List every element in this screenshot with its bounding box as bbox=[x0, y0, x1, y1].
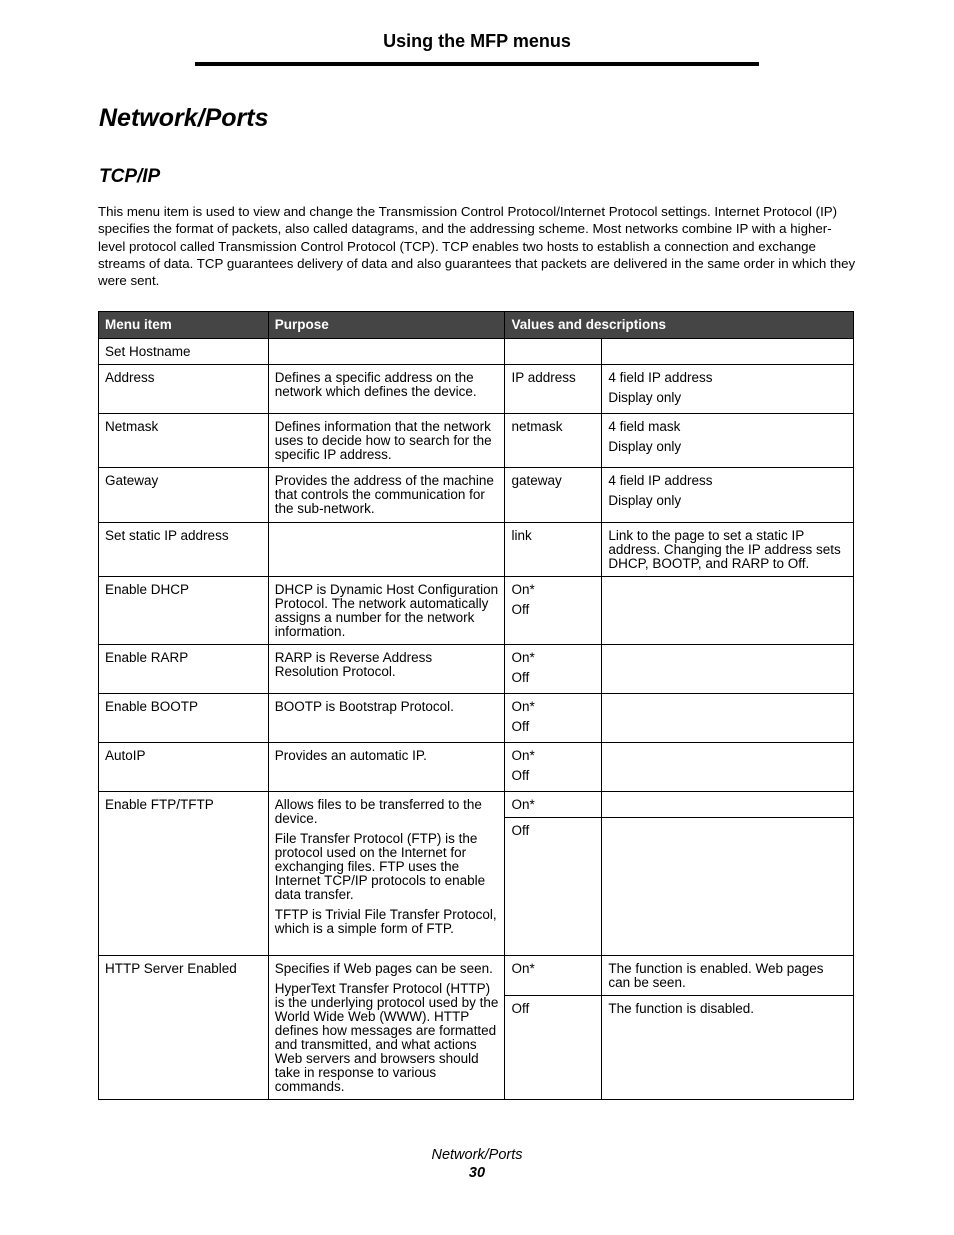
cell-purpose bbox=[268, 523, 505, 577]
cell-value: Off bbox=[505, 818, 602, 956]
value-option: On* bbox=[511, 582, 535, 597]
header-purpose: Purpose bbox=[268, 312, 505, 339]
cell-menu-item: AutoIP bbox=[99, 743, 269, 792]
footer-title: Network/Ports bbox=[431, 1147, 523, 1163]
header-rule bbox=[195, 62, 759, 66]
cell-description bbox=[602, 577, 854, 645]
value-option: Off bbox=[511, 719, 530, 734]
cell-purpose: RARP is Reverse Address Resolution Protocol. bbox=[268, 645, 505, 694]
table-row bbox=[99, 743, 854, 792]
table-row bbox=[99, 577, 854, 645]
cell-value bbox=[505, 339, 602, 365]
cell-description bbox=[602, 792, 854, 818]
description-line: Display only bbox=[608, 390, 682, 405]
value-option: On* bbox=[511, 748, 535, 763]
table-row bbox=[99, 414, 854, 468]
cell-value bbox=[505, 694, 602, 743]
cell-value: On* bbox=[505, 956, 602, 996]
cell-purpose: Defines information that the network uses to decide how to search for the specific IP address. bbox=[268, 414, 505, 468]
cell-value: IP address bbox=[505, 365, 602, 414]
cell-description bbox=[602, 743, 854, 792]
cell-value bbox=[505, 577, 602, 645]
cell-description bbox=[602, 645, 854, 694]
cell-description: The function is disabled. bbox=[602, 996, 854, 1100]
cell-description bbox=[602, 468, 854, 523]
purpose-paragraph: Specifies if Web pages can be seen. bbox=[274, 961, 493, 976]
header-values: Values and descriptions bbox=[505, 312, 854, 339]
table-row bbox=[99, 468, 854, 523]
cell-menu-item: Enable BOOTP bbox=[99, 694, 269, 743]
running-header: Using the MFP menus bbox=[383, 31, 571, 51]
cell-description bbox=[602, 414, 854, 468]
intro-paragraph: This menu item is used to view and change the Transmission Control Protocol/Internet Protocol settings. Internet Protocol (IP) specifies the format of packets, also called datagrams, and the addressing scheme. Most networks combine IP with a higher-level protocol called Transmission Control Protocol (TCP). TCP enables two hosts to establish a connection and exchange streams of data. TCP guarantees delivery of data and also guarantees that packets are delivered in the same order in which they were sent. bbox=[98, 204, 856, 289]
cell-value: link bbox=[505, 523, 602, 577]
description-line: Display only bbox=[608, 439, 682, 454]
cell-purpose: BOOTP is Bootstrap Protocol. bbox=[268, 694, 505, 743]
cell-purpose: DHCP is Dynamic Host Configuration Protocol. The network automatically assigns a number for the network information. bbox=[268, 577, 505, 645]
cell-purpose bbox=[268, 956, 505, 1100]
table-row bbox=[99, 365, 854, 414]
table-row bbox=[99, 339, 854, 365]
value-option: On* bbox=[511, 650, 535, 665]
cell-menu-item: Set Hostname bbox=[99, 339, 269, 365]
description-line: 4 field mask bbox=[608, 419, 681, 434]
cell-menu-item: HTTP Server Enabled bbox=[99, 956, 269, 1100]
cell-value bbox=[505, 743, 602, 792]
cell-value: netmask bbox=[505, 414, 602, 468]
purpose-paragraph: File Transfer Protocol (FTP) is the protocol used on the Internet for exchanging files. FTP uses the Internet TCP/IP protocols to enable data transfer. bbox=[274, 831, 486, 902]
header-menu-item: Menu item bbox=[99, 312, 269, 339]
value-option: Off bbox=[511, 602, 530, 617]
cell-description: The function is enabled. Web pages can be seen. bbox=[602, 956, 854, 996]
description-line: 4 field IP address bbox=[608, 473, 713, 488]
cell-menu-item: Enable RARP bbox=[99, 645, 269, 694]
cell-purpose bbox=[268, 792, 505, 956]
cell-menu-item: Netmask bbox=[99, 414, 269, 468]
cell-description bbox=[602, 339, 854, 365]
purpose-paragraph: HyperText Transfer Protocol (HTTP) is the underlying protocol used by the World Wide Web (WWW). HTTP defines how messages are formatted and transmitted, and what actions Web servers and browsers should take in response to various commands. bbox=[274, 981, 499, 1094]
cell-purpose: Provides an automatic IP. bbox=[268, 743, 505, 792]
table-row bbox=[99, 792, 854, 818]
cell-value: Off bbox=[505, 996, 602, 1100]
cell-value: On* bbox=[505, 792, 602, 818]
cell-menu-item: Enable DHCP bbox=[99, 577, 269, 645]
cell-purpose bbox=[268, 339, 505, 365]
table-row bbox=[99, 523, 854, 577]
cell-menu-item: Set static IP address bbox=[99, 523, 269, 577]
value-option: Off bbox=[511, 670, 530, 685]
table-row bbox=[99, 694, 854, 743]
table-header-row bbox=[99, 312, 854, 339]
page-number: 30 bbox=[468, 1165, 486, 1181]
value-option: Off bbox=[511, 768, 530, 783]
cell-purpose: Provides the address of the machine that controls the communication for the sub-network. bbox=[268, 468, 505, 523]
cell-description bbox=[602, 365, 854, 414]
value-option: On* bbox=[511, 699, 535, 714]
cell-value: gateway bbox=[505, 468, 602, 523]
purpose-paragraph: Allows files to be transferred to the device. bbox=[274, 797, 482, 826]
purpose-paragraph: TFTP is Trivial File Transfer Protocol, which is a simple form of FTP. bbox=[274, 907, 497, 936]
description-line: 4 field IP address bbox=[608, 370, 713, 385]
cell-menu-item: Gateway bbox=[99, 468, 269, 523]
description-line: Display only bbox=[608, 493, 682, 508]
menu-table bbox=[98, 311, 854, 1100]
cell-description bbox=[602, 818, 854, 956]
cell-description: Link to the page to set a static IP address. Changing the IP address sets DHCP, BOOTP, and RARP to Off. bbox=[602, 523, 854, 577]
section-title: Network/Ports bbox=[99, 104, 269, 132]
table-row bbox=[99, 956, 854, 996]
cell-description bbox=[602, 694, 854, 743]
cell-menu-item: Enable FTP/TFTP bbox=[99, 792, 269, 956]
cell-value bbox=[505, 645, 602, 694]
running-footer bbox=[0, 1146, 954, 1182]
cell-purpose: Defines a specific address on the network which defines the device. bbox=[268, 365, 505, 414]
table-row bbox=[99, 645, 854, 694]
cell-menu-item: Address bbox=[99, 365, 269, 414]
subsection-title: TCP/IP bbox=[99, 166, 161, 187]
